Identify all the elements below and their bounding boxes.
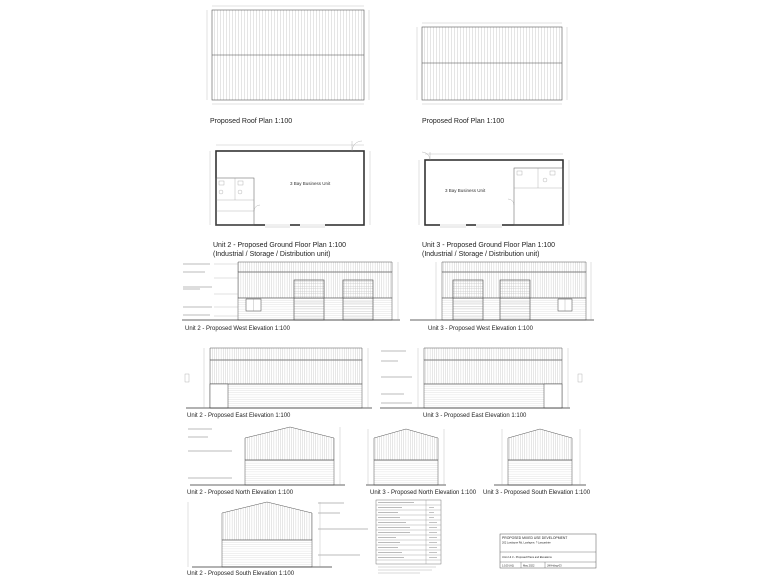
south-elevation-unit3 xyxy=(494,429,586,485)
floor-plan-room-unit2: 3 Bay Business Unit xyxy=(290,181,331,186)
floor-plan-title-unit3: Unit 3 - Proposed Ground Floor Plan 1:100 xyxy=(422,242,556,249)
title-block-scale: 1:100 (A1) xyxy=(502,564,515,568)
schedule-table xyxy=(376,500,441,573)
elevation-label-unit2-west: Unit 2 - Proposed West Elevation 1:100 xyxy=(185,326,290,332)
elevation-label-unit3-north: Unit 3 - Proposed North Elevation 1:100 xyxy=(370,490,477,496)
title-block-date: May 2022 xyxy=(523,564,535,568)
roof-plan-unit2 xyxy=(207,6,369,104)
west-elevation-unit3 xyxy=(410,262,594,320)
south-elevation-unit2 xyxy=(188,502,368,567)
floor-plan-subtitle-unit3: (Industrial / Storage / Distribution unit) xyxy=(422,251,540,258)
elevation-label-unit2-south: Unit 2 - Proposed South Elevation 1:100 xyxy=(187,571,295,576)
title-block-drawing-no: JW-Hdng-03 xyxy=(547,564,562,568)
north-elevation-unit3 xyxy=(366,429,446,485)
east-elevation-unit2 xyxy=(185,348,372,408)
west-elevation-unit2 xyxy=(182,262,400,320)
elevation-label-unit2-north: Unit 2 - Proposed North Elevation 1:100 xyxy=(187,490,294,496)
title-block-project: PROPOSED MIXED USE DEVELOPMENT xyxy=(502,536,568,540)
floor-plan-subtitle-unit2: (Industrial / Storage / Distribution unit) xyxy=(213,251,331,258)
floor-plan-unit3 xyxy=(419,152,569,227)
roof-plan-label-unit2: Proposed Roof Plan 1:100 xyxy=(210,118,293,125)
roof-plan-label-unit3: Proposed Roof Plan 1:100 xyxy=(422,118,505,125)
title-block-sheet: Unit 2 & 3 - Proposed Plans and Elevations xyxy=(502,556,552,559)
floor-plan-title-unit2: Unit 2 - Proposed Ground Floor Plan 1:100 xyxy=(213,242,347,249)
elevation-label-unit3-south: Unit 3 - Proposed South Elevation 1:100 xyxy=(483,490,591,496)
north-elevation-unit2 xyxy=(188,427,345,485)
elevation-label-unit3-west: Unit 3 - Proposed West Elevation 1:100 xyxy=(428,326,533,332)
roof-plan-unit3 xyxy=(417,23,567,104)
floor-plan-room-unit3: 3 Bay Business Unit xyxy=(445,188,486,193)
elevation-label-unit3-east: Unit 3 - Proposed East Elevation 1:100 xyxy=(423,413,527,419)
east-elevation-unit3 xyxy=(380,348,582,408)
elevation-label-unit2-east: Unit 2 - Proposed East Elevation 1:100 xyxy=(187,413,291,419)
title-block-address: 202 Lowlayne Rd, Lowlayne, ? Lancashire xyxy=(502,541,551,545)
